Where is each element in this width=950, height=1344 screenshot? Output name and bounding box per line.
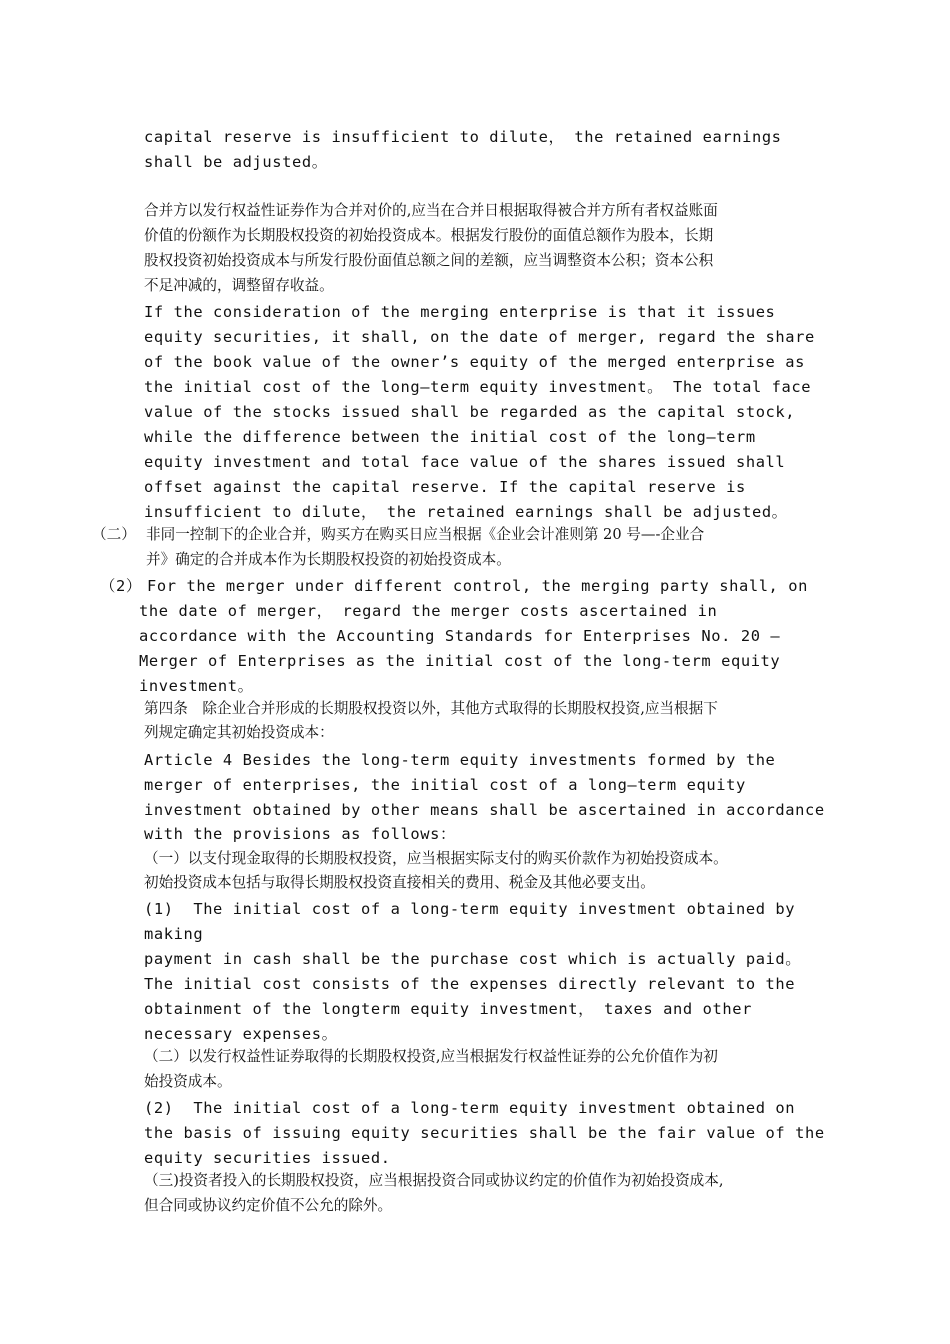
text-line: value of the stocks issued shall be regarded as the capital stock, <box>144 403 796 421</box>
text-line: If the consideration of the merging enterprise is that it issues <box>144 303 776 321</box>
text-line: 非同一控制下的企业合并，购买方在购买日应当根据《企业会计准则第 20 号—-企业合 <box>146 526 705 543</box>
text-line: accordance with the Accounting Standards for Enterprises No. 20 – <box>139 627 781 645</box>
text-line: （一）以支付现金取得的长期股权投资，应当根据实际支付的购买价款作为初始投资成本。 <box>144 850 728 867</box>
text-line: 价值的份额作为长期股权投资的初始投资成本。根据发行股份的面值总额作为股本，长期 <box>144 227 714 244</box>
text-line: the initial cost of the long—term equity investment。 The total face <box>144 378 812 396</box>
text-line: （二）以发行权益性证券取得的长期股权投资,应当根据发行权益性证券的公允价值作为初 <box>144 1048 718 1065</box>
text-line: necessary expenses。 <box>144 1025 338 1043</box>
text-line: of the book value of the owner’s equity of the merged enterprise as <box>144 353 806 371</box>
text-line: equity securities issued. <box>144 1149 391 1167</box>
text-line: (1) The initial cost of a long-term equity investment obtained by <box>144 900 796 918</box>
text-line: with the provisions as follows： <box>144 825 456 843</box>
text-line: 并》确定的合并成本作为长期股权投资的初始投资成本。 <box>146 551 511 568</box>
text-line: obtainment of the longterm equity investment， taxes and other <box>144 1000 752 1018</box>
list-marker: （二） <box>92 526 136 543</box>
text-line: For the merger under different control, the merging party shall, on <box>147 577 809 595</box>
text-line: The initial cost consists of the expenses directly relevant to the <box>144 975 796 993</box>
text-line: equity securities, it shall, on the date of merger, regard the share <box>144 328 815 346</box>
text-line: Merger of Enterprises as the initial cost of the long-term equity <box>139 652 781 670</box>
text-line: 合并方以发行权益性证券作为合并对价的,应当在合并日根据取得被合并方所有者权益账面 <box>144 202 718 219</box>
text-line: 不足冲减的，调整留存收益。 <box>144 277 334 294</box>
text-line: 始投资成本。 <box>144 1073 232 1090</box>
text-line: Article 4 Besides the long-term equity investments formed by the <box>144 751 776 769</box>
text-line: 初始投资成本包括与取得长期股权投资直接相关的费用、税金及其他必要支出。 <box>144 874 655 891</box>
text-line: insufficient to dilute， the retained earnings shall be adjusted。 <box>144 503 788 521</box>
list-marker: （2） <box>100 577 142 595</box>
text-line: 列规定确定其初始投资成本： <box>144 724 334 741</box>
text-line: the basis of issuing equity securities shall be the fair value of the <box>144 1124 825 1142</box>
text-line: making <box>144 925 204 943</box>
text-line: equity investment and total face value of the shares issued shall <box>144 453 786 471</box>
text-line: (2) The initial cost of a long-term equity investment obtained on <box>144 1099 796 1117</box>
text-line: investment。 <box>139 677 254 695</box>
text-line: 但合同或协议约定价值不公允的除外。 <box>144 1197 393 1214</box>
text-line: capital reserve is insufficient to dilute， the retained earnings <box>144 128 782 146</box>
text-line: merger of enterprises, the initial cost of a long—term equity <box>144 776 746 794</box>
text-line: （三)投资者投入的长期股权投资，应当根据投资合同或协议约定的价值作为初始投资成本, <box>144 1172 724 1189</box>
text-line: payment in cash shall be the purchase cost which is actually paid。 <box>144 950 802 968</box>
text-line: shall be adjusted。 <box>144 153 328 171</box>
text-line: offset against the capital reserve. If the capital reserve is <box>144 478 746 496</box>
text-line: 股权投资初始投资成本与所发行股份面值总额之间的差额，应当调整资本公积；资本公积 <box>144 252 714 269</box>
text-line: investment obtained by other means shall be ascertained in accordance <box>144 801 825 819</box>
text-line: while the difference between the initial cost of the long—term <box>144 428 756 446</box>
text-line: 第四条 除企业合并形成的长期股权投资以外，其他方式取得的长期股权投资,应当根据下 <box>144 700 718 717</box>
text-line: the date of merger， regard the merger costs ascertained in <box>139 602 718 620</box>
